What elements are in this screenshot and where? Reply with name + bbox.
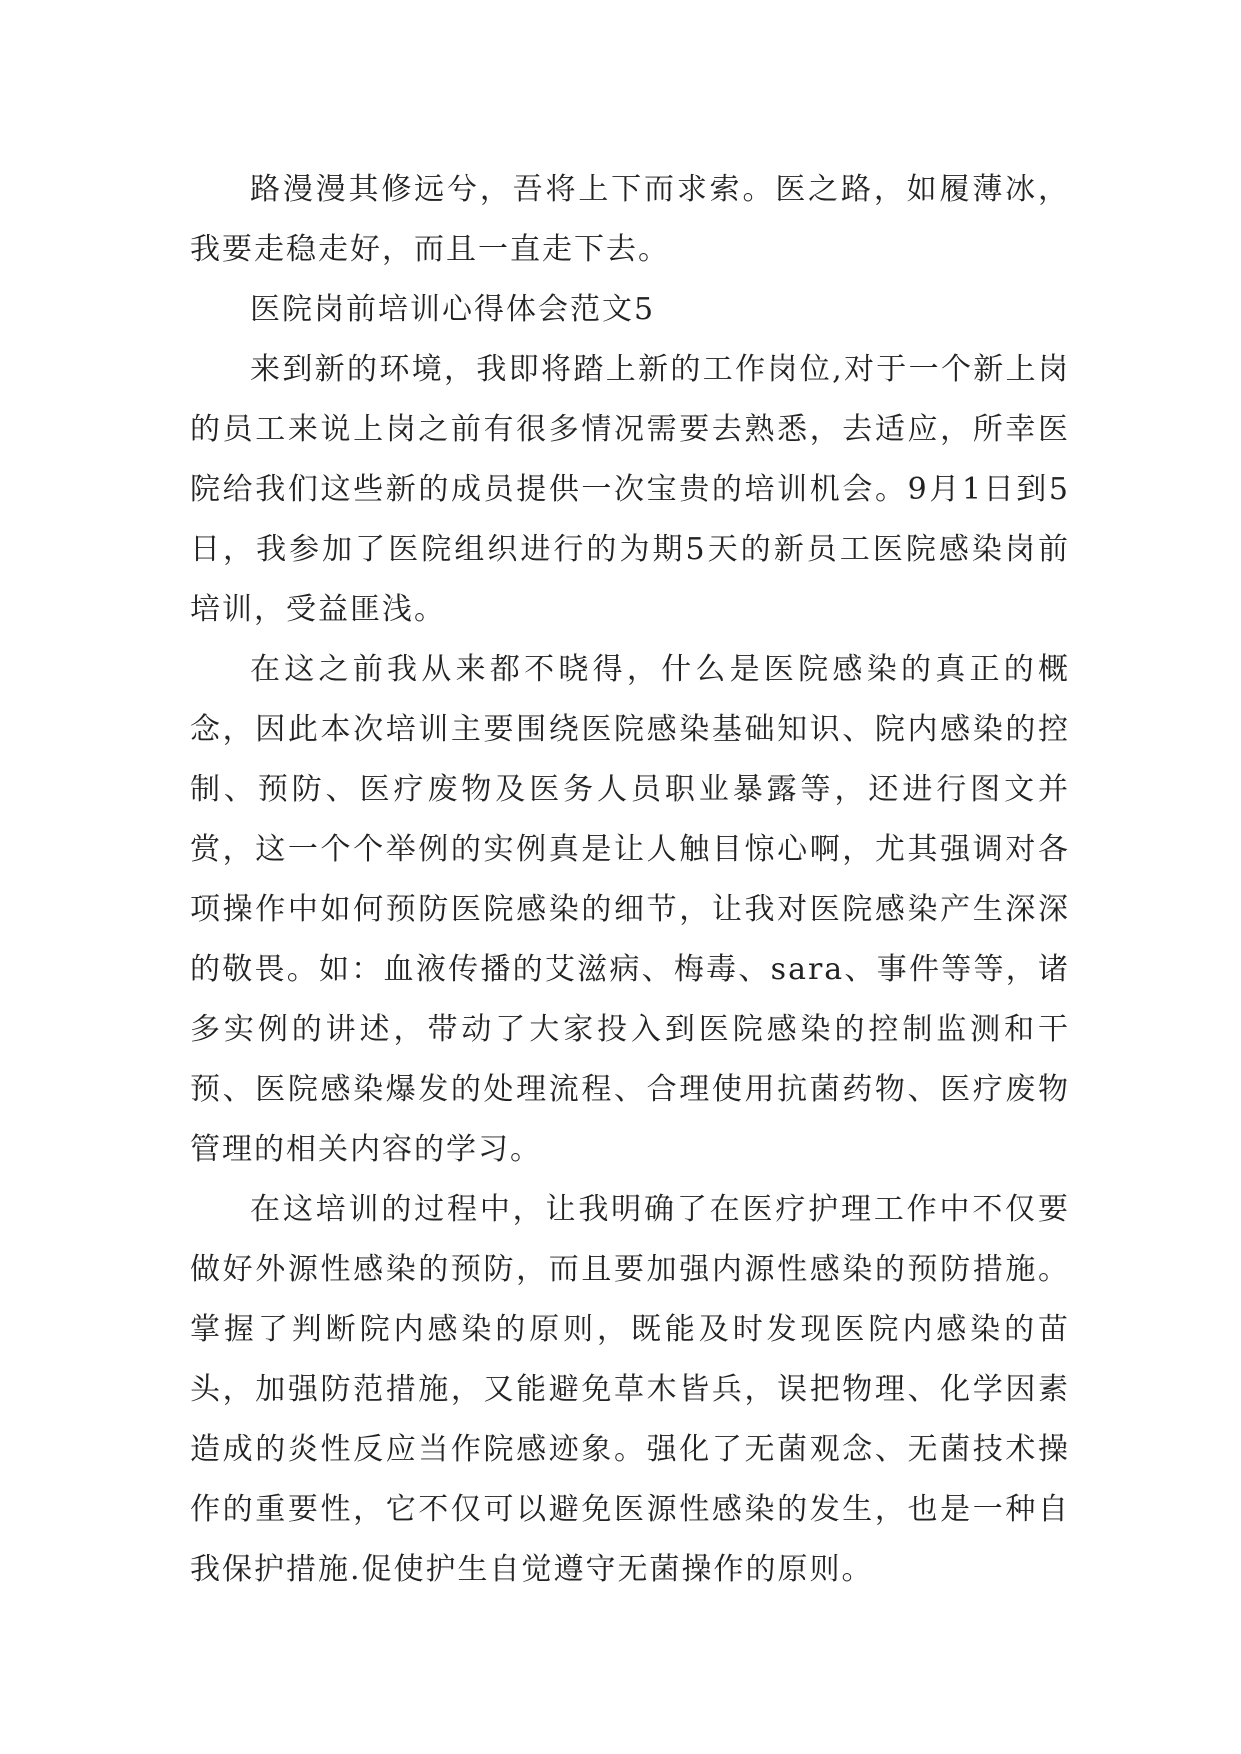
paragraph-training-reflection: 在这培训的过程中，让我明确了在医疗护理工作中不仅要做好外源性感染的预防，而且要加强内源性感染的预防措施。掌握了判断院内感染的原则，既能及时发现医院内感染的苗头，加强防范措施，又能避免草木皆兵，误把物理、化学因素造成的炎性反应当作院感迹象。强化了无菌观念、无菌技术操作的重要性，它不仅可以避免医源性感染的发生，也是一种自我保护措施.促使护生自觉遵守无菌操作的原则。 bbox=[190, 1192, 1070, 1587]
document-body bbox=[190, 160, 1070, 1600]
paragraph-closing-quote: 路漫漫其修远兮，吾将上下而求索。医之路，如履薄冰，我要走稳走好，而且一直走下去。 bbox=[190, 172, 1070, 267]
section-title: 医院岗前培训心得体会范文5 bbox=[250, 292, 656, 327]
paragraph-training-content: 在这之前我从来都不晓得，什么是医院感染的真正的概念，因此本次培训主要围绕医院感染基础知识、院内感染的控制、预防、医疗废物及医务人员职业暴露等，还进行图文并赏，这一个个举例的实例真是让人触目惊心啊，尤其强调对各项操作中如何预防医院感染的细节，让我对医院感染产生深深的敬畏。如：血液传播的艾滋病、梅毒、sara、事件等等，诸多实例的讲述，带动了大家投入到医院感染的控制监测和干预、医院感染爆发的处理流程、合理使用抗菌药物、医疗废物管理的相关内容的学习。 bbox=[190, 652, 1070, 1167]
paragraph-intro: 来到新的环境，我即将踏上新的工作岗位,对于一个新上岗的员工来说上岗之前有很多情况需要去熟悉，去适应，所幸医院给我们这些新的成员提供一次宝贵的培训机会。9月1日到5日，我参加了医院组织进行的为期5天的新员工医院感染岗前培训，受益匪浅。 bbox=[190, 352, 1070, 627]
